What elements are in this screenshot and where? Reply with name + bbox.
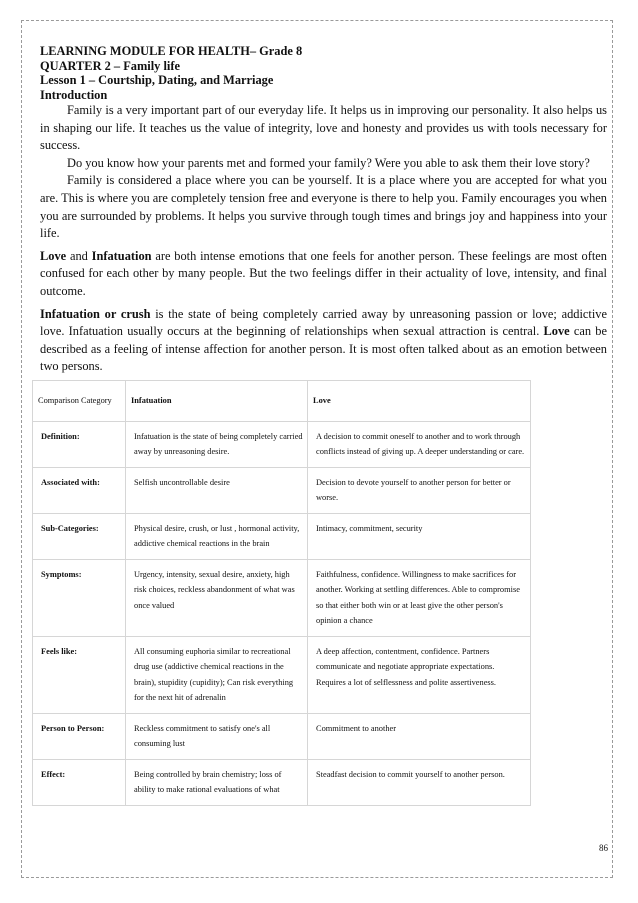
row-love: A decision to commit oneself to another and to work through conflicts instead of giving up. A deeper understanding or care. (308, 421, 531, 467)
introduction-heading: Introduction (40, 87, 108, 102)
module-title: LEARNING MODULE FOR HEALTH– Grade 8 (40, 44, 303, 58)
table-row (33, 421, 531, 467)
row-love: Steadfast decision to commit yourself to another person. (308, 759, 531, 805)
row-infatuation: Reckless commitment to satisfy one's all consuming lust (126, 713, 308, 759)
comparison-table (32, 380, 531, 806)
row-category: Sub-Categories: (33, 513, 126, 559)
love-paragraph-text: are both intense emotions that one feels for another person. These feelings are most often confused for each other by many people. But the two feelings differ in their actuality of love, intensity, and final outcome. (40, 248, 607, 298)
header-comparison-category: Comparison Category (33, 381, 126, 422)
and-word: and (66, 248, 92, 263)
row-infatuation: Selfish uncontrollable desire (126, 467, 308, 513)
intro-paragraph-3: Family is considered a place where you can be yourself. It is a place where you are accepted for what you are. This is where you are completely tension free and everyone is there to help you. Family encourages you when you are surrounded by problems. It helps you survive through tough times and brings joy and happiness into your life. (40, 173, 607, 241)
row-love: Faithfulness, confidence. Willingness to make sacrifices for another. Working at settling differences. Able to compromise so that either both win or at least give the other person's opinion a chance (308, 559, 531, 636)
term-infatuation: Infatuation (91, 248, 152, 263)
intro-paragraph-2: Do you know how your parents met and formed your family? Were you able to ask them their love story? (67, 155, 590, 170)
table-header-row (33, 381, 531, 422)
row-infatuation: All consuming euphoria similar to recreational drug use (addictive chemical reactions in the brain), stupidity (cupidity); Can risk everything for the next hit of adrenalin (126, 636, 308, 713)
term-love: Love (40, 248, 67, 263)
table-row (33, 759, 531, 805)
crush-paragraph-text-1: is the state of being completely carried away by unreasoning passion or love; addictive love. Infatuation usually occurs at the beginning of relationships when sexual attraction is central. (40, 306, 608, 339)
term-infatuation-or-crush: Infatuation or crush (40, 306, 151, 321)
row-love: Commitment to another (308, 713, 531, 759)
row-infatuation: Physical desire, crush, or lust , hormonal activity, addictive chemical reactions in the brain (126, 513, 308, 559)
row-love: Decision to devote yourself to another person for better or worse. (308, 467, 531, 513)
header-love: Love (308, 381, 531, 422)
lesson-title: Lesson 1 – Courtship, Dating, and Marriage (40, 73, 274, 87)
quarter-title: QUARTER 2 – Family life (40, 58, 180, 73)
row-category: Associated with: (33, 467, 126, 513)
row-category: Feels like: (33, 636, 126, 713)
term-love-2: Love (543, 324, 570, 339)
table-row (33, 467, 531, 513)
row-category: Person to Person: (33, 713, 126, 759)
row-category: Symptoms: (33, 559, 126, 636)
row-love: A deep affection, contentment, confidence. Partners communicate and negotiate appropriate expectations. Requires a lot of selflessness and polite assertiveness. (308, 636, 531, 713)
table-row (33, 559, 531, 636)
header-infatuation: Infatuation (126, 381, 308, 422)
table-row (33, 513, 531, 559)
row-infatuation: Being controlled by brain chemistry; loss of ability to make rational evaluations of what (126, 759, 308, 805)
row-category: Definition: (33, 421, 126, 467)
row-category: Effect: (33, 759, 126, 805)
crush-paragraph (40, 306, 607, 376)
row-infatuation: Urgency, intensity, sexual desire, anxiety, high risk choices, reckless abandonment of what was once valued (126, 559, 308, 636)
table-row (33, 636, 531, 713)
crush-paragraph-text-2: can be described as a feeling of intense affection for another person. It is most often talked about as an emotion between two persons. (40, 324, 607, 374)
page-number: 86 (599, 843, 608, 853)
row-love: Intimacy, commitment, security (308, 513, 531, 559)
row-infatuation: Infatuation is the state of being completely carried away by unreasoning desire. (126, 421, 308, 467)
module-content (40, 44, 607, 376)
love-infatuation-paragraph (40, 248, 607, 301)
intro-paragraph-1: Family is a very important part of our everyday life. It helps us in improving our personality. It also helps us in shaping our life. It teaches us the value of integrity, love and honesty and provides us with tools necessary for success. (40, 103, 607, 153)
table-row (33, 713, 531, 759)
